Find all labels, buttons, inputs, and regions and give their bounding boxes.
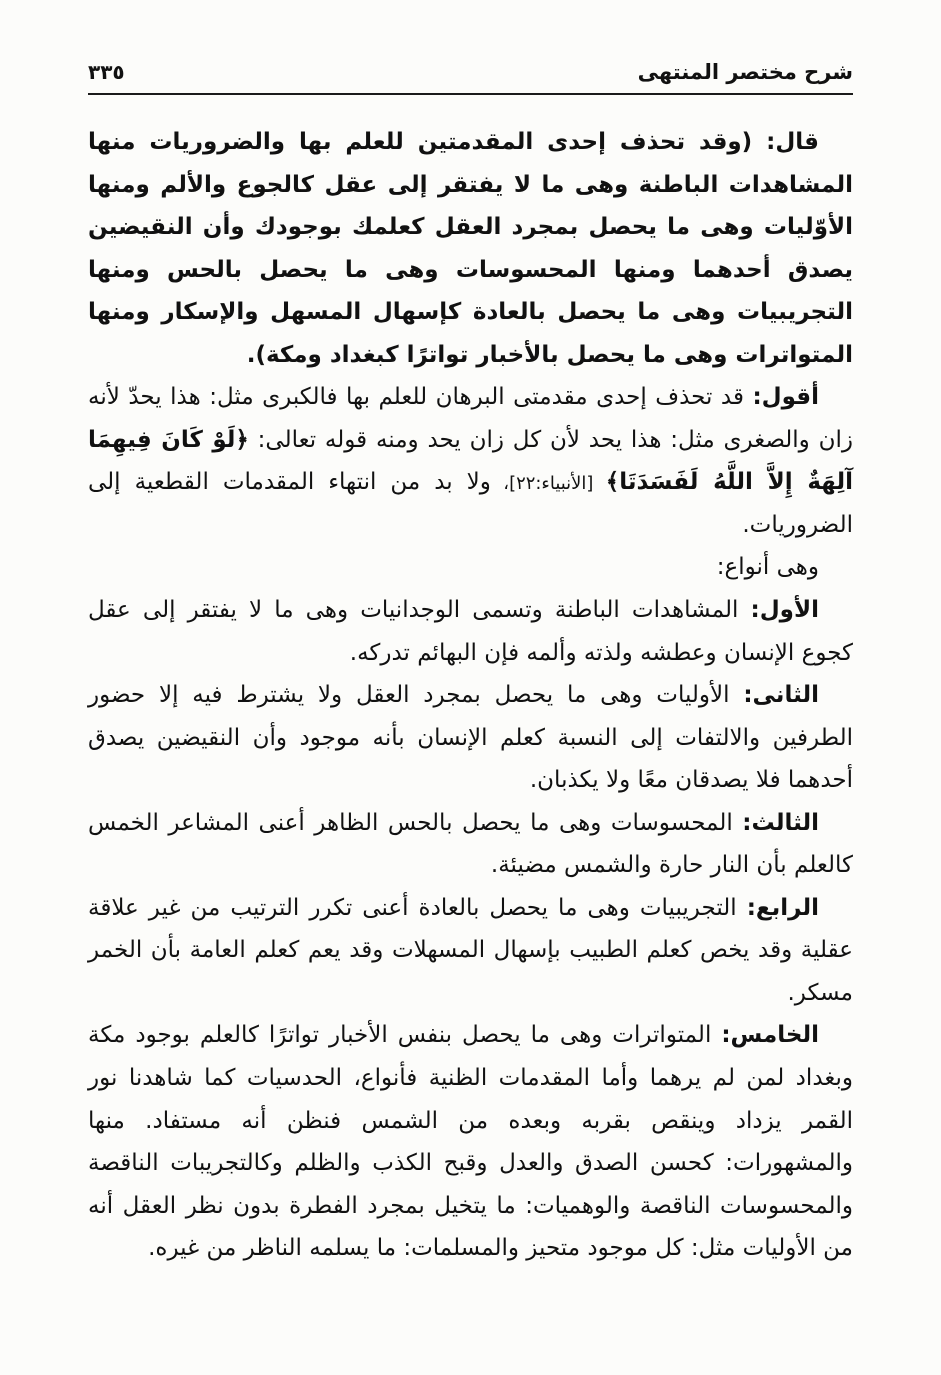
paragraph-text: المتواترات وهى ما يحصل بنفس الأخبار تواترًا كالعلم بوجود مكة وبغداد لمن لم يرهما وأما المقدمات الظنية فأنواع، الحدسيات كما شاهدنا نور القمر يزداد وينقص بقربه وبعده من الشمس فنظن أنه مستفاد. منها والمشهورات: كحسن الصدق والعدل وقبح الكذب والظلم وكالتجريبات الناقصة والمحسوسات الناقصة والوهميات: ما يتخيل بمجرد الفطرة بدون نظر العقل أنه من الأوليات مثل: كل موجود متحيز والمسلمات: ما يسلمه الناظر من غيره. xyxy=(88,1022,853,1262)
verse-reference: [الأنبياء:٢٢]، xyxy=(490,473,606,495)
paragraph-type-fourth xyxy=(88,887,853,1015)
paragraph-text: الأوليات وهى ما يحصل بمجرد العقل ولا يشترط فيه إلا حضور الطرفين والالتفات إلى النسبة كعلم الإنسان بأنه موجود وأن النقيضين يصدق أحدهما فلا يصدقان معًا ولا يكذبان. xyxy=(88,682,853,794)
book-title: شرح مختصر المنتهى xyxy=(637,60,853,84)
paragraph-text: المشاهدات الباطنة وتسمى الوجدانيات وهى ما لا يفتقر إلى عقل كجوع الإنسان وعطشه ولذته وألمه فإن البهائم تدركه. xyxy=(88,597,853,666)
paragraph-text: التجريبيات وهى ما يحصل بالعادة أعنى تكرر الترتيب من غير علاقة عقلية وقد يخص كعلم الطبيب بإسهال المسهلات وقد يعم كعلم العامة بأن الخمر مسكر. xyxy=(88,894,853,1006)
paragraph-text: المحسوسات وهى ما يحصل بالحس الظاهر أعنى المشاعر الخمس كالعلم بأن النار حارة والشمس مضيئة. xyxy=(88,809,853,879)
paragraph-lead: أقول: xyxy=(752,384,819,411)
paragraph-lead: الرابع: xyxy=(746,894,819,921)
paragraph-text: قد تحذف إحدى مقدمتى البرهان للعلم بها فالكبرى مثل: هذا يحدّ لأنه زان والصغرى مثل: هذا يحد لأن كل زان يحد ومنه قوله تعالى: xyxy=(88,384,853,453)
paragraph-types-intro xyxy=(88,546,853,589)
paragraph-lead: الأول: xyxy=(750,597,819,624)
paragraph-type-third xyxy=(88,802,853,887)
paragraph-type-second xyxy=(88,674,853,802)
page-number: ٣٣٥ xyxy=(88,60,125,84)
paragraph-text: (وقد تحذف إحدى المقدمتين للعلم بها والضروريات منها المشاهدات الباطنة وهى ما لا يفتقر إلى عقل كالجوع والألم ومنها الأوّليات وهى ما يحصل بمجرد العقل كعلمك بوجودك وأن النقيضين يصدق أحدهما ومنها المحسوسات وهى ما يحصل بالحس ومنها التجريبيات وهى ما يحصل بالعادة كإسهال المسهل والإسكار ومنها المتواترات وهى ما يحصل بالأخبار تواترًا كبغداد ومكة). xyxy=(88,129,853,368)
paragraph-type-fifth xyxy=(88,1014,853,1269)
paragraph-lead: الثانى: xyxy=(743,682,819,709)
paragraph-lead: الخامس: xyxy=(721,1022,820,1049)
page-header xyxy=(88,60,853,95)
paragraph-matn xyxy=(88,121,853,376)
paragraph-type-first xyxy=(88,589,853,674)
paragraph-lead: الثالث: xyxy=(742,809,820,836)
paragraph-sharh xyxy=(88,376,853,546)
quran-verse: ﴿لَوْ كَانَ فِيهِمَا آلِهَةٌ إِلاَّ اللَّهُ لَفَسَدَتَا﴾ xyxy=(88,426,853,496)
paragraph-lead: قال: xyxy=(766,129,819,155)
paragraph-text: وهى أنواع: xyxy=(716,554,819,581)
page-body xyxy=(88,95,853,1270)
paragraph-text: ولا بد من انتهاء المقدمات القطعية إلى الضروريات. xyxy=(88,469,853,538)
